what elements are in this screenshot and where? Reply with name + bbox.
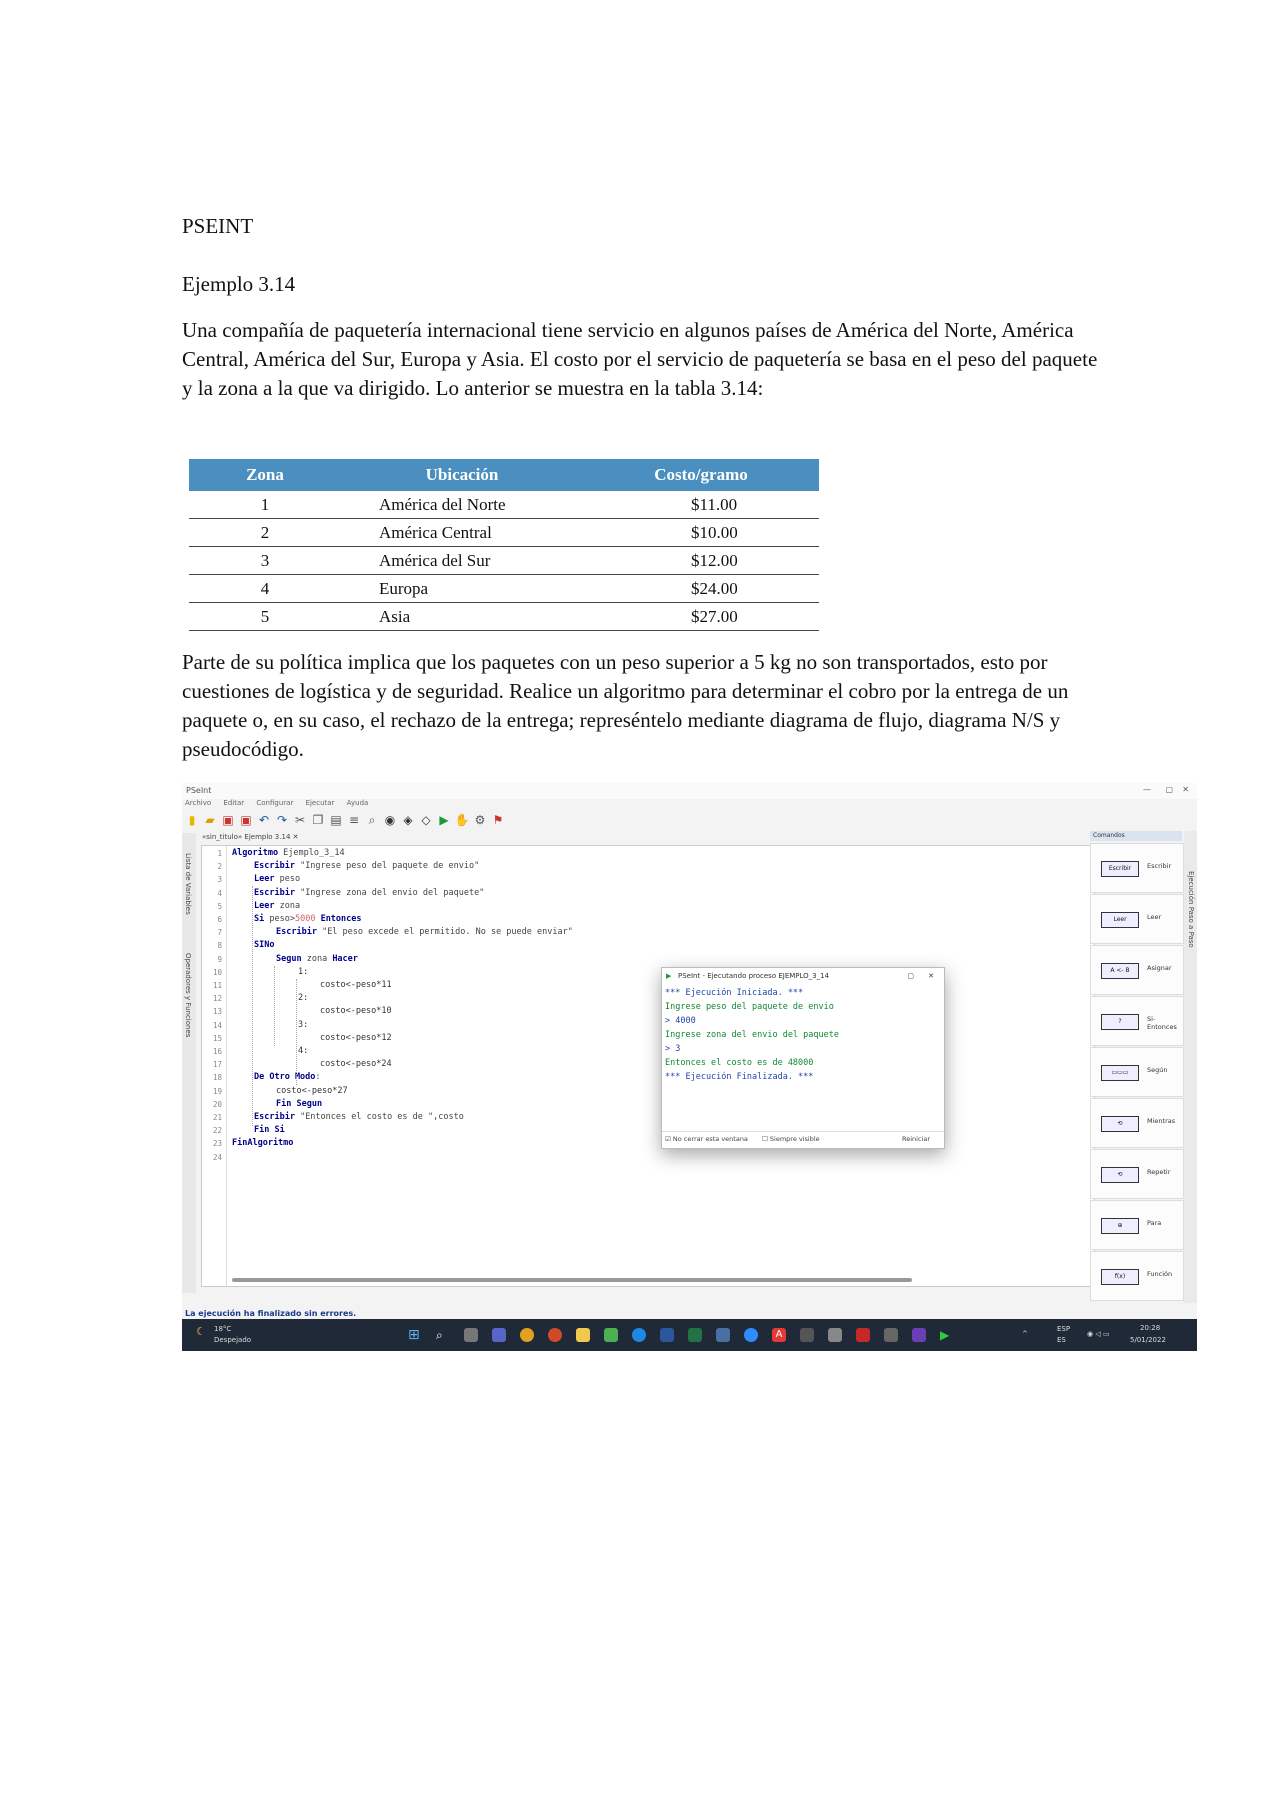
always-visible-checkbox[interactable]: ☐ Siempre visible [762, 1135, 820, 1143]
menu-editar[interactable]: Editar [223, 799, 245, 807]
code-line: Escribir "El peso excede el permitido. No se puede enviar" [276, 927, 573, 938]
browser-icon[interactable] [548, 1328, 562, 1342]
line-number: 12 [212, 994, 222, 1004]
run-icon[interactable]: ▶ [439, 813, 449, 827]
command-para[interactable] [1090, 1200, 1184, 1250]
window-title: PSeInt [186, 786, 212, 795]
mail-icon[interactable] [716, 1328, 730, 1342]
app-icon[interactable] [884, 1328, 898, 1342]
table-cell: $11.00 [583, 491, 819, 519]
line-number: 16 [212, 1047, 222, 1056]
commands-panel [1090, 831, 1197, 1303]
command-label: Asignar [1147, 964, 1172, 972]
command-label: Función [1147, 1270, 1173, 1278]
menu-ejecutar[interactable]: Ejecutar [305, 799, 335, 807]
clock-date: 5/01/2022 [1130, 1336, 1166, 1344]
code-line: De Otro Modo: [254, 1072, 321, 1083]
copy-icon[interactable]: ❐ [312, 813, 324, 827]
table-cell: Europa [341, 575, 583, 603]
line-number: 5 [217, 901, 222, 911]
table-header-cell: Costo/gramo [583, 459, 819, 491]
command-asignar[interactable] [1090, 945, 1184, 995]
app-icon[interactable] [800, 1328, 814, 1342]
example-title: Ejemplo 3.14 [182, 272, 296, 296]
line-number: 3 [217, 875, 222, 885]
table-row [189, 491, 819, 519]
undo-icon[interactable]: ↶ [258, 813, 270, 827]
document-heading: PSEINT [182, 214, 254, 238]
line-number: 17 [212, 1060, 222, 1070]
table-cell: América del Sur [341, 547, 583, 575]
output-line: > 3 [665, 1044, 681, 1054]
indent-guide [296, 979, 298, 1085]
command-leer[interactable] [1090, 894, 1184, 944]
code-line: Leer peso [254, 874, 301, 885]
execution-window-title: PSeInt - Ejecutando proceso EJEMPLO_3_14 [678, 972, 830, 980]
command-shape-icon: Leer [1101, 912, 1139, 928]
table-cell: $12.00 [583, 547, 819, 575]
acrobat-icon[interactable]: A [772, 1328, 786, 1342]
command-shape-icon: Escribir [1101, 861, 1139, 877]
new-file-icon[interactable]: ▮ [188, 813, 196, 827]
app-icon[interactable] [604, 1328, 618, 1342]
command-repetir[interactable] [1090, 1149, 1184, 1199]
code-line: costo<-peso*24 [320, 1059, 392, 1070]
table-cell: 3 [189, 547, 341, 575]
always-visible-label: Siempre visible [769, 1135, 820, 1143]
find-next-icon[interactable]: ◈ [403, 813, 413, 827]
execution-window [661, 967, 945, 1149]
command-label: Leer [1147, 913, 1162, 921]
windows-taskbar [182, 1319, 1197, 1351]
table-header-cell: Ubicación [341, 459, 583, 491]
chrome-icon[interactable] [520, 1328, 534, 1342]
horizontal-scrollbar[interactable] [232, 1278, 912, 1282]
table-cell: 1 [189, 491, 341, 519]
command-shape-icon: ▭▭▭ [1101, 1065, 1139, 1081]
command-label: Mientras [1147, 1117, 1176, 1125]
paste-icon[interactable]: ▤ [330, 813, 342, 827]
line-number: 13 [212, 1007, 222, 1017]
line-number: 7 [217, 928, 222, 938]
search-icon[interactable]: ⌕ [436, 1328, 443, 1342]
line-number: 4 [217, 888, 222, 898]
table-cell: Asia [341, 603, 583, 631]
problem-paragraph: Una compañía de paquetería internacional tiene servicio en algunos países de América del Norte, América Central, América del Sur, Europa y Asia. El costo por el servicio de paquetería se basa en el peso del paquete y la zona a la que va dirigido. Lo anterior se muestra en la tabla 3.14: [182, 318, 1098, 400]
maximize-button[interactable]: ▢ [907, 972, 914, 980]
code-line: costo<-peso*11 [320, 980, 392, 990]
line-number-gutter [202, 846, 227, 1286]
menu-bar [182, 799, 1197, 811]
code-line: Segun zona Hacer [276, 953, 358, 964]
command-escribir[interactable] [1090, 843, 1184, 893]
wifi-sound-battery-icon[interactable]: ◉ ◁ ▭ [1087, 1330, 1110, 1338]
line-number: 9 [217, 954, 222, 964]
app-icon[interactable] [828, 1328, 842, 1342]
command-shape-icon: ⟲ [1101, 1167, 1139, 1183]
command-label: Si-Entonces [1147, 1015, 1177, 1031]
command-shape-icon: ⟲ [1101, 1116, 1139, 1132]
search-icon[interactable]: ⌕ [368, 813, 376, 827]
weather-text: Despejado [214, 1336, 252, 1344]
run-icon: ▶ [666, 972, 672, 980]
output-line: *** Ejecución Iniciada. *** [665, 988, 804, 998]
window-titlebar [182, 783, 1197, 799]
output-line: Entonces el costo es de 48000 [665, 1058, 814, 1068]
tray-chevron-icon[interactable]: ^ [1022, 1330, 1028, 1338]
command-shape-icon: ? [1101, 1014, 1139, 1030]
command-mientras[interactable] [1090, 1098, 1184, 1148]
save-as-icon[interactable]: ▣ [240, 813, 252, 827]
no-close-label: No cerrar esta ventana [672, 1135, 748, 1143]
command-shape-icon: A <- B [1101, 963, 1139, 979]
menu-configurar[interactable]: Configurar [256, 799, 294, 807]
clock-time: 20:28 [1140, 1324, 1161, 1332]
command-label: Repetir [1147, 1168, 1171, 1176]
weather-temp: 18°C [214, 1325, 232, 1333]
binoculars-icon[interactable]: ◉ [384, 813, 396, 827]
menu-archivo[interactable]: Archivo [185, 799, 212, 807]
line-number: 20 [212, 1099, 222, 1109]
command-funci-n[interactable] [1090, 1251, 1184, 1301]
toolbar [184, 812, 506, 830]
operators-functions-tab[interactable]: Operadores y Funciones [184, 953, 192, 1038]
replace-icon[interactable]: ◇ [421, 813, 431, 827]
command-label: Para [1147, 1219, 1162, 1227]
table-row [189, 575, 819, 603]
weather-icon: ☾ [196, 1325, 206, 1338]
commands-header [1090, 831, 1182, 841]
command-seg-n[interactable] [1090, 1047, 1184, 1097]
visual-studio-icon[interactable] [912, 1328, 926, 1342]
menu-ayuda[interactable]: Ayuda [346, 799, 369, 807]
app-icon[interactable] [856, 1328, 870, 1342]
execution-window-footer [662, 1131, 944, 1148]
line-number: 23 [212, 1139, 222, 1149]
output-line: Ingrese peso del paquete de envio [665, 1002, 834, 1012]
code-line: Escribir "Entonces el costo es de ",costo [254, 1112, 464, 1122]
policy-paragraph: Parte de su política implica que los paquetes con un peso superior a 5 kg no son transportados, esto por cuestiones de logística y de seguridad. Realice un algoritmo para determinar el cobro por la entrega de un paquete o, en su caso, el rechazo de la entrega; represéntelo mediante diagrama de flujo, diagrama N/S y pseudocódigo. [182, 650, 1069, 761]
code-line: Escribir "Ingrese peso del paquete de envio" [254, 861, 480, 872]
line-number: 1 [217, 849, 222, 858]
language-region: ES [1057, 1336, 1066, 1344]
command-label: Escribir [1147, 862, 1172, 870]
indent-guide [274, 966, 276, 1046]
code-line: Escribir "Ingrese zona del envio del paquete" [254, 887, 485, 898]
command-shape-icon: f(x) [1101, 1269, 1139, 1285]
line-number: 8 [217, 941, 222, 951]
table-header-cell: Zona [189, 459, 341, 491]
code-line: 4: [298, 1046, 309, 1056]
excel-icon[interactable] [688, 1328, 702, 1342]
code-line: costo<-peso*10 [320, 1006, 392, 1017]
edge-icon[interactable] [632, 1328, 646, 1342]
pseint-screenshot [182, 783, 1197, 1351]
windows-start-icon[interactable]: ⊞ [408, 1327, 420, 1343]
step-run-icon[interactable]: ✋ [454, 813, 470, 827]
code-line: Fin Si [254, 1125, 285, 1136]
table-cell: $27.00 [583, 603, 819, 631]
line-number: 14 [212, 1020, 222, 1030]
table-cell: América del Norte [341, 491, 583, 519]
line-number: 15 [212, 1033, 222, 1043]
line-number: 19 [212, 1086, 222, 1096]
code-editor[interactable] [201, 845, 1095, 1287]
line-number: 22 [212, 1126, 222, 1136]
status-message: La ejecución ha finalizado sin errores. [185, 1309, 357, 1318]
minimize-button[interactable]: — [1143, 785, 1151, 794]
cut-icon[interactable]: ✂ [294, 813, 306, 827]
command-shape-icon: ⊕ [1101, 1218, 1139, 1234]
table-row [189, 547, 819, 575]
step-by-step-panel[interactable] [1184, 831, 1197, 1303]
table-header-row [189, 459, 819, 491]
code-line: 3: [298, 1019, 309, 1030]
table-cell: 4 [189, 575, 341, 603]
table-row [189, 519, 819, 547]
code-line: 2: [298, 993, 309, 1004]
table-cell: $24.00 [583, 575, 819, 603]
line-number: 2 [217, 862, 222, 872]
output-line: *** Ejecución Finalizada. *** [665, 1072, 814, 1082]
chat-icon[interactable] [492, 1328, 506, 1342]
step-by-step-label: Ejecución Paso a Paso [1187, 871, 1195, 948]
line-number: 21 [212, 1113, 222, 1122]
code-line: Algoritmo Ejemplo_3_14 [232, 848, 345, 858]
command-label: Según [1147, 1066, 1168, 1074]
flowchart-icon[interactable]: ⚙ [474, 813, 486, 827]
maximize-button[interactable]: ▢ [1165, 785, 1173, 794]
redo-icon[interactable]: ↷ [276, 813, 288, 827]
line-number: 24 [212, 1152, 222, 1162]
table-cell: 2 [189, 519, 341, 547]
file-explorer-icon[interactable] [576, 1328, 590, 1342]
line-number: 6 [217, 915, 222, 924]
table-cell: América Central [341, 519, 583, 547]
code-line: 1: [298, 966, 309, 977]
save-icon[interactable]: ▣ [222, 813, 234, 827]
output-line: > 4000 [665, 1016, 696, 1026]
commands-header-label: Comandos [1093, 832, 1125, 839]
left-side-panel [182, 833, 196, 1293]
code-line: SINo [254, 940, 275, 951]
editor-tabs[interactable]: «sin_titulo» Ejemplo 3.14 ✕ [202, 833, 299, 841]
code-line: FinAlgoritmo [232, 1138, 294, 1149]
task-view-icon[interactable] [464, 1328, 478, 1342]
execution-window-titlebar [662, 968, 944, 984]
line-number: 10 [212, 967, 222, 977]
restart-button[interactable]: Reiniciar [902, 1135, 930, 1143]
code-line: Fin Segun [276, 1098, 323, 1109]
output-line: Ingrese zona del envio del paquete [665, 1030, 839, 1040]
table-cell: 5 [189, 603, 341, 631]
code-line: costo<-peso*27 [276, 1085, 348, 1096]
table-cell: $10.00 [583, 519, 819, 547]
zone-cost-table [189, 459, 819, 631]
word-icon[interactable] [660, 1328, 674, 1342]
line-number: 11 [212, 981, 222, 990]
indent-icon[interactable]: ≡ [348, 813, 360, 827]
close-button[interactable]: ✕ [1182, 785, 1189, 794]
variables-list-tab[interactable]: Lista de Variables [184, 853, 192, 915]
indent-guide [252, 886, 254, 1126]
zoom-icon[interactable] [744, 1328, 758, 1342]
language-indicator[interactable]: ESP [1057, 1325, 1071, 1333]
code-line: Si peso>5000 Entonces [254, 914, 362, 924]
code-line: Leer zona [254, 900, 301, 911]
help-icon[interactable]: ⚑ [492, 813, 504, 827]
open-folder-icon[interactable]: ▰ [205, 813, 215, 827]
command-si-entonces[interactable] [1090, 996, 1184, 1046]
code-line: costo<-peso*12 [320, 1032, 392, 1043]
pseint-taskbar-icon[interactable]: ▶ [940, 1328, 950, 1342]
no-close-checkbox[interactable]: ☑ No cerrar esta ventana [665, 1135, 748, 1143]
line-number: 18 [212, 1073, 222, 1083]
close-button[interactable]: ✕ [928, 972, 934, 980]
table-row [189, 603, 819, 631]
